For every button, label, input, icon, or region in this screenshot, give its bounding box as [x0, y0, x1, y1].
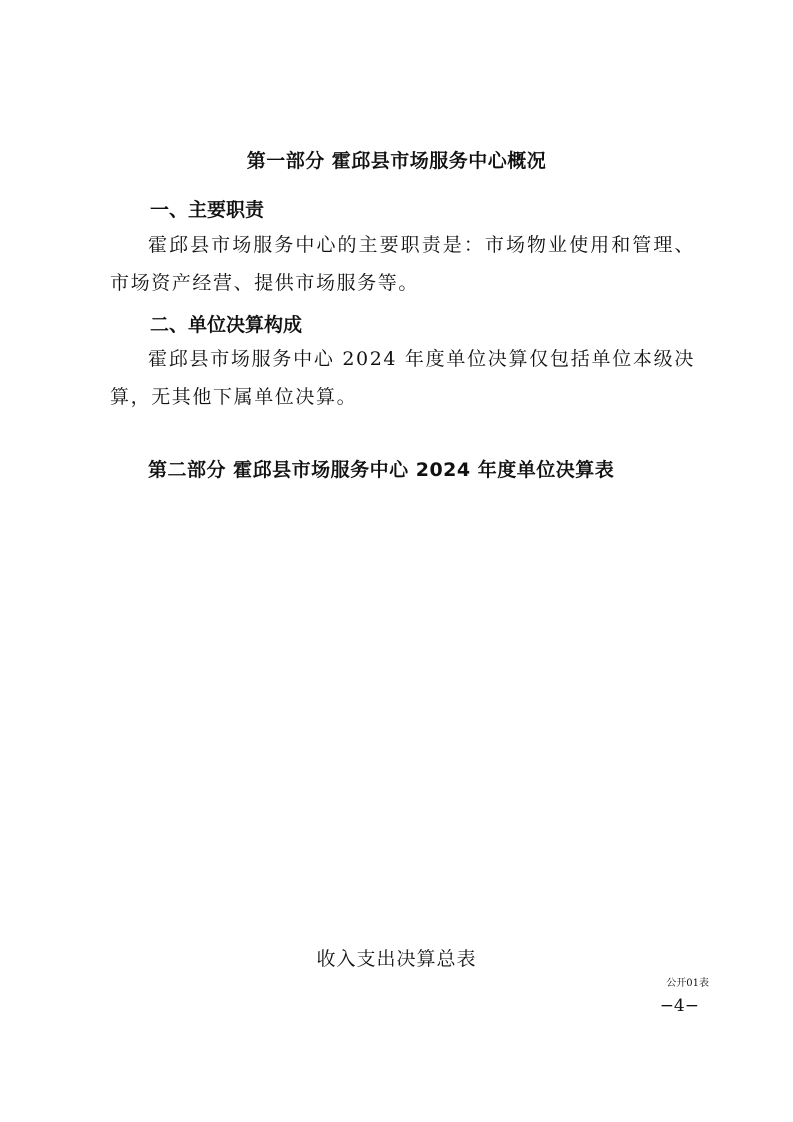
section-heading-composition: 二、单位决算构成	[150, 314, 303, 336]
section-text-duties: 霍邱县市场服务中心的主要职责是：市场物业使用和管理、市场资产经营、提供市场服务等。	[110, 234, 695, 294]
page-number: −4−	[659, 996, 699, 1016]
part1-title: 第一部分 霍邱县市场服务中心概况	[246, 150, 547, 172]
section-heading-duties: 一、主要职责	[150, 199, 265, 221]
part2-title: 第二部分 霍邱县市场服务中心 2024 年度单位决算表	[148, 459, 615, 481]
section-text-composition: 霍邱县市场服务中心 2024 年度单位决算仅包括单位本级决算，无其他下属单位决算。	[110, 348, 695, 408]
table-title: 收入支出决算总表	[316, 948, 477, 970]
table-code: 公开01表	[666, 978, 709, 989]
